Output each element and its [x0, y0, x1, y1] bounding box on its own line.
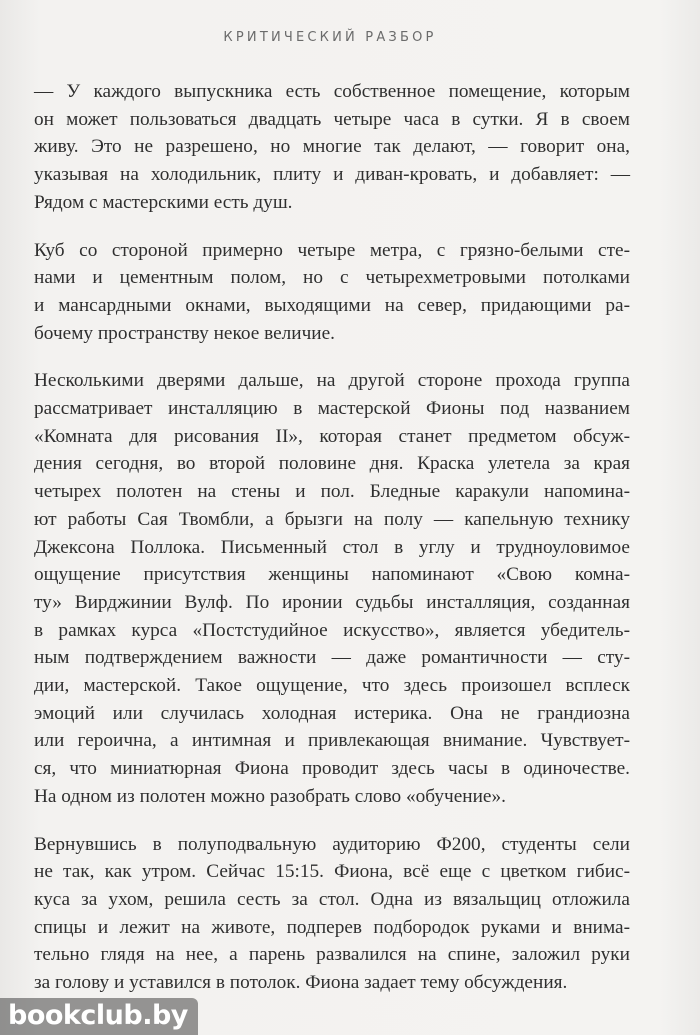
text-line: Рядом с мастерскими есть душ. [34, 191, 293, 213]
running-header: КРИТИЧЕСКИЙ РАЗБОР [223, 30, 437, 45]
text-line: живу. Это не разрешено, но многие так делают, — говорит она, [34, 136, 630, 158]
text-line: ощущение присутствия женщины напоминают «Свою комна- [34, 564, 630, 586]
text-line: дии, мастерской. Такое ощущение, что здесь произошел всплеск [34, 675, 630, 697]
text-line: он может пользоваться двадцать четыре часа в сутки. Я в своем [34, 108, 630, 130]
paragraph [34, 78, 630, 217]
text-line: спицы и лежит на животе, подперев подбородок руками и внима- [34, 916, 630, 938]
text-line: бочему пространству некое величие. [34, 322, 335, 344]
text-line: рассматривает инсталляцию в мастерской Фионы под названием [34, 398, 630, 420]
text-line: ным подтверждением важности — даже романтичности — сту- [34, 647, 630, 669]
text-line: — У каждого выпускника есть собственное помещение, которым [34, 81, 630, 102]
text-line: или героична, а интимная и привлекающая внимание. Чувствует- [34, 730, 630, 752]
text-line: Куб со стороной примерно четыре метра, с грязно-белыми сте- [34, 239, 630, 261]
text-line: указывая на холодильник, плиту и диван-кровать, и добавляет: — [34, 164, 630, 186]
text-line: эмоций или случилась холодная истерика. Она не грандиозна [34, 702, 630, 724]
text-line: «Комната для рисования II», которая станет предметом обсуж- [34, 425, 630, 447]
text-line: На одном из полотен можно разобрать слово «обучение». [34, 785, 506, 807]
text-line: и мансардными окнами, выходящими на север, придающими ра- [34, 294, 630, 316]
text-line: за голову и уставился в потолок. Фиона задает тему обсуждения. [34, 972, 568, 994]
text-line: куса за ухом, решила сесть за стол. Одна из вязальщиц отложила [34, 888, 630, 910]
text-line: ся, что миниатюрная Фиона проводит здесь часы в одиночестве. [34, 758, 630, 780]
text-line: в рамках курса «Постстудийное искусство», является убедитель- [34, 619, 630, 641]
text-line: ют работы Сая Твомбли, а брызги на полу — капельную технику [34, 508, 630, 530]
text-line: нами и цементным полом, но с четырехметровыми потолками [34, 267, 630, 289]
text-line: четырех полотен на стены и пол. Бледные каракули напомина- [34, 481, 630, 503]
text-line: Джексона Поллока. Письменный стол в углу и трудноуловимое [34, 536, 630, 558]
text-line: ту» Вирджинии Вулф. По иронии судьбы инсталляция, созданная [34, 591, 630, 613]
body-text [34, 78, 630, 1017]
paragraph [34, 831, 630, 997]
text-line: Несколькими дверями дальше, на другой стороне прохода группа [34, 370, 630, 392]
text-line: дения сегодня, во второй половине дня. Краска улетела за края [34, 453, 630, 475]
text-line: Вернувшись в полуподвальную аудиторию Ф200, студенты сели [34, 833, 630, 855]
paragraph [34, 237, 630, 348]
paragraph [34, 367, 630, 810]
text-line: не так, как утром. Сейчас 15:15. Фиона, всё еще с цветком гибис- [34, 861, 630, 883]
watermark-logo: bookclub.by [0, 998, 198, 1035]
text-line: тельно глядя на нее, а парень развалился на спине, заложил руки [34, 944, 630, 966]
